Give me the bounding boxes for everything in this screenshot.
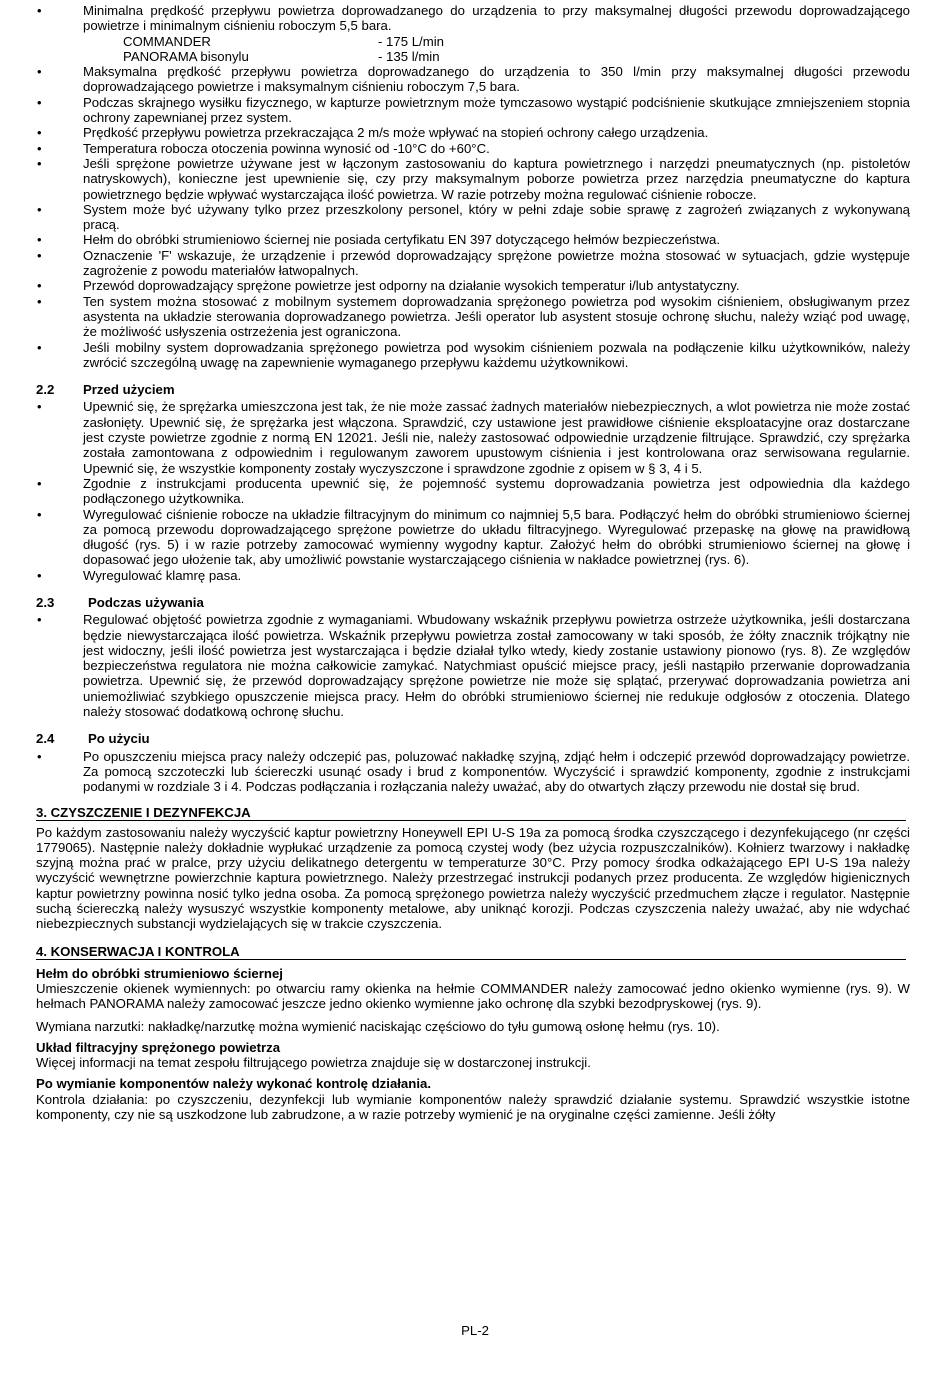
section-number: 2.3 <box>36 594 55 610</box>
section-title: Podczas używania <box>88 594 204 610</box>
bullet-personnel: • System może być używany tylko przez przeszkolony personel, który w pełni zdaje sobie sprawę z zagrożeń związanych z wykonywaną pracą. <box>36 202 910 233</box>
bullet-en397: • Hełm do obróbki strumieniowo ściernej nie posiada certyfikatu EN 397 dotyczącego hełmów bezpieczeństwa. <box>36 232 910 247</box>
section-number: 2.4 <box>36 731 55 747</box>
bullet-max-flow: • Maksymalna prędkość przepływu powietrza doprowadzanego do urządzenia to 350 l/min przy maksymalnej długości przewodu doprowadzającego powietrze i maksymalnym ciśnieniu roboczym 7,5 bara. <box>36 64 910 95</box>
flow-rate-commander <box>36 34 910 49</box>
bullet-tools: • Jeśli sprężone powietrze używane jest w łączonym zastosowaniu do kaptura powietrznego i narzędzi pneumatycznych (np. pistoletów natryskowych), konieczne jest upewnienie się, czy przy maksymalnym poborze powietrza przez narzędzia pneumatyczne do kaptura powietrznego będzie wpływać wystarczająca ilość powietrza. W razie potrzeby można regulować ciśnienie robocze. <box>36 156 910 202</box>
section-title: Przed użyciem <box>83 382 175 398</box>
flow-rate-value: - 135 l/min <box>378 48 440 64</box>
bullet-before-3: • Wyregulować ciśnienie robocze na układzie filtracyjnym do minimum co najmniej 5,5 bara. Podłączyć hełm do obróbki strumieniowo ściernej za pomocą przewodu doprowadzającego sprężone powietrze do układu filtracyjnego. Wyregulować przepaskę na głowę na prawidłową długość (rys. 5) i w razie potrzeby zamocować wymienny wygodny kaptur. Założyć hełm do obróbki strumieniowo ściernej na głowę i dopasować jego ułożenie tak, aby umożliwić powstanie wystarczającego ciśnienia w nakładce powietrznej (rys. 6). <box>36 507 910 568</box>
flow-rate-panorama <box>36 49 910 64</box>
bullet-temperature: • Temperatura robocza otoczenia powinna wynosić od -10°C do +60°C. <box>36 141 910 156</box>
bullet-effort: • Podczas skrajnego wysiłku fizycznego, w kapturze powietrznym może tymczasowo wystąpić podciśnienie skutkujące zmniejszeniem stopnia ochrony zapewnianej przez system. <box>36 95 910 126</box>
bullet-f-mark: • Oznaczenie 'F' wskazuje, że urządzenie i przewód doprowadzający sprężone powietrze można stosować w sytuacjach, gdzie występuje zagrożenie z powodu materiałów łatwopalnych. <box>36 248 910 279</box>
paragraph-cape: Wymiana narzutki: nakładkę/narzutkę można wymienić naciskając częściowo do tyłu gumową osłonę hełmu (rys. 10). <box>36 1018 720 1034</box>
section-title: Po użyciu <box>88 731 150 747</box>
chapter-heading-cleaning <box>36 806 906 821</box>
section-heading-2-3 <box>36 595 910 610</box>
flow-rate-name: COMMANDER <box>123 33 211 49</box>
flow-rate-value: - 175 L/min <box>378 33 444 49</box>
section-heading-2-2 <box>36 382 910 397</box>
bullet-multi-user: • Jeśli mobilny system doprowadzania sprężonego powietrza pod wysokim ciśnieniem pozwala na podłączenie kilku użytkowników, należy zwrócić szczególną uwagę na zapewnienie wymaganego przepływu każdemu użytkownikowi. <box>36 340 910 371</box>
paragraph-filter: Więcej informacji na temat zespołu filtrującego powietrza znajduje się w dostarczonej instrukcji. <box>36 1055 591 1071</box>
bullet-before-1: • Upewnić się, że sprężarka umieszczona jest tak, że nie może zassać żadnych materiałów niebezpiecznych, a wlot powietrza nie może zostać zasłonięty. Upewnić się, że sprężarka jest włączona. Sprawdzić, czy ustawione jest prawidłowe ciśnienie eksploatacyjne oraz dostarczane jest czyste powietrze zgodnie z normą EN 12021. Jeśli nie, należy zastosować odpowiednie urządzenie filtrujące. Sprawdzić, czy sprężarka została zamontowana z odpowiednim i regulowanym zaworem upustowym ciśnienia i jest kontrolowana oraz serwisowana regularnie. Upewnić się, że wszystkie komponenty zostały wyczyszczone i sprawdzone zgodnie z opisem w § 3, 4 i 5. <box>36 399 910 475</box>
bullet-mobile: • Ten system można stosować z mobilnym systemem doprowadzania sprężonego powietrza pod wysokim ciśnieniem, obsługiwanym przez asystenta na układzie sterowania doprowadzanego powietrza. Jeśli operator lub asystent stosuje ochronę słuchu, należy wziąć pod uwagę, że możliwość usłyszenia ostrzeżenia jest ograniczona. <box>36 294 910 340</box>
paragraph-windows: Umieszczenie okienek wymiennych: po otwarciu ramy okienka na hełmie COMMANDER należy zamocować jedno okienko wymienne (rys. 9). W hełmach PANORAMA należy zamocować jeszcze jedno okienko wymienne jako ochronę dla szybki bezodpryskowej (rys. 9). <box>36 980 910 1012</box>
bullet-min-flow: • Minimalna prędkość przepływu powietrza doprowadzanego do urządzenia to przy maksymalnej długości przewodu doprowadzającego powietrze i minimalnym ciśnieniu roboczym 5,5 bara. <box>36 3 910 34</box>
bullet-before-2: • Zgodnie z instrukcjami producenta upewnić się, że pojemność systemu doprowadzania powietrza jest odpowiednia dla każdego podłączonego użytkownika. <box>36 476 910 507</box>
section-heading-2-4 <box>36 731 910 746</box>
document-page <box>36 3 910 1122</box>
bullet-speed: • Prędkość przepływu powietrza przekraczająca 2 m/s może wpływać na stopień ochrony całego urządzenia. <box>36 125 910 140</box>
subheading-function-check: Po wymianie komponentów należy wykonać kontrolę działania. <box>36 1076 431 1092</box>
chapter-title: 4. KONSERWACJA I KONTROLA <box>36 943 240 959</box>
page-number: PL-2 <box>461 1323 489 1338</box>
flow-rate-name: PANORAMA bisonylu <box>123 48 249 64</box>
bullet-before-4: • Wyregulować klamrę pasa. <box>36 568 910 583</box>
section-number: 2.2 <box>36 382 55 398</box>
paragraph-function-check: Kontrola działania: po czyszczeniu, dezynfekcji lub wymianie komponentów należy sprawdzić działanie systemu. Sprawdzić wszystkie istotne komponenty, czy nie są uszkodzone lub zabrudzone, a w razie potrzeby wymienić je na oryginalne części zamienne. Jeśli żółty <box>36 1091 910 1122</box>
chapter-heading-maintenance <box>36 945 906 960</box>
subheading-filter: Układ filtracyjny sprężonego powietrza <box>36 1039 281 1055</box>
bullet-during-1: • Regulować objętość powietrza zgodnie z wymaganiami. Wbudowany wskaźnik przepływu powietrza ostrzeże użytkownika, jeśli dostarczana będzie niewystarczająca ilość powietrza. Wskaźnik przepływu powietrza został zamocowany w taki sposób, że żółty znacznik trójkątny nie jest widoczny, jeśli ilość powietrza jest wystarczająca i będzie działał tylko wtedy, kiedy zostanie ustawiony pionowo (rys. 8). Ze względów bezpieczeństwa regulatora nie można całkowicie zamykać. Natychmiast opuścić miejsce pracy, jeśli nastąpiło przerwanie doprowadzania powietrza. Upewnić się, że przewód doprowadzający sprężone powietrze nie może się splątać, przerywać doprowadzania powietrza ani uniemożliwiać szybkiego opuszczenie miejsca pracy. Hełm do obróbki strumieniowo ściernej nie redukuje odgłosów z otoczenia. Dlatego należy stosować dodatkową ochronę słuchu. <box>36 612 910 719</box>
subheading-helmet: Hełm do obróbki strumieniowo ściernej <box>36 965 283 981</box>
cleaning-paragraph: Po każdym zastosowaniu należy wyczyścić kaptur powietrzny Honeywell EPI U-S 19a za pomocą środka czyszczącego i dezynfekującego (nr części 1779065). Następnie należy dokładnie wypłukać urządzenie za pomocą czystej wody (bez użycia rozpuszczalników). Kołnierz twarzowy i nakładkę szyjną można prać w pralce, przy użyciu delikatnego detergentu w temperaturze 30°C. Przy pomocy środka odkażającego EPI U-S 19a należy wyczyścić wewnętrzne powierzchnie kaptura powietrznego. Należy przestrzegać instrukcji podanych przez producenta. Ze względów higienicznych kaptur powietrzny powinna nosić tylko jedna osoba. Za pomocą sprężonego powietrza należy wyczyścić przedmuchem złącze i regulator. Następnie suchą ściereczką należy wysuszyć wszystkie komponenty metalowe, aby uniknąć korozji. Podczas czyszczenia należy uważać, aby nie wdychać niebezpiecznych substancji wydzielających się w trakcie czyszczenia. <box>36 824 910 932</box>
bullet-hose: • Przewód doprowadzający sprężone powietrze jest odporny na działanie wysokich temperatur i/lub antystatyczny. <box>36 278 910 293</box>
chapter-title: 3. CZYSZCZENIE I DEZYNFEKCJA <box>36 804 251 820</box>
bullet-after-1: • Po opuszczeniu miejsca pracy należy odczepić pas, poluzować nakładkę szyjną, zdjąć hełm i odczepić przewód doprowadzający powietrze. Za pomocą szczoteczki lub ściereczki usunąć osady i brud z komponentów. Wyczyścić i sprawdzić komponenty, zgodnie z instrukcjami podanymi w rozdziale 3 i 4. Podczas podłączania i rozłączania należy uważać, aby do otwartych złączy przewodu nie dostał się brud. <box>36 749 910 795</box>
